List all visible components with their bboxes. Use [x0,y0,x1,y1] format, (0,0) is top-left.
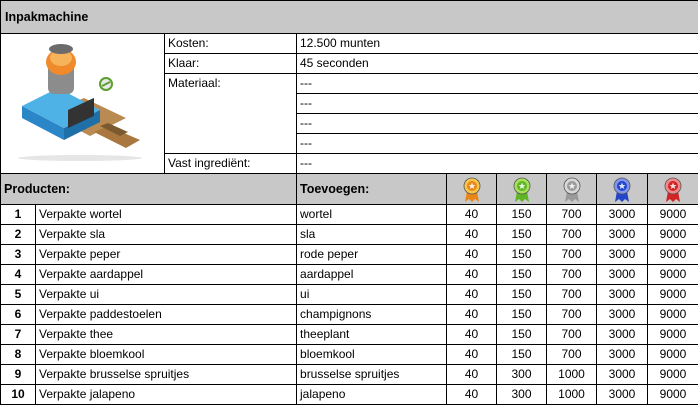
table-row [1,325,698,345]
medal-header-2 [497,174,547,205]
products-header-row [1,174,698,205]
medal-requirement-2: 150 [497,325,547,345]
medal-requirement-5: 9000 [648,325,698,345]
medal-requirement-2: 150 [497,205,547,225]
medal-requirement-3: 1000 [547,365,597,385]
ingredient-name: wortel [297,205,447,225]
table-row [1,225,698,245]
medal-requirement-2: 300 [497,385,547,405]
ingredient-name: brusselse spruitjes [297,365,447,385]
row-number: 6 [1,305,36,325]
medal-header-4 [597,174,648,205]
product-name: Verpakte wortel [36,205,297,225]
ingredient-name: ui [297,285,447,305]
medal-requirement-5: 9000 [648,385,698,405]
ingredient-name: champignons [297,305,447,325]
row-number: 4 [1,265,36,285]
medal-requirement-4: 3000 [597,325,648,345]
medal-requirement-1: 40 [447,205,497,225]
machine-image [1,34,165,174]
vast-ingredient-label: Vast ingrediënt: [165,154,297,174]
silver-medal-icon [563,177,581,203]
medal-requirement-3: 700 [547,325,597,345]
medal-requirement-4: 3000 [597,385,648,405]
ingredient-name: bloemkool [297,345,447,365]
medal-requirement-3: 700 [547,245,597,265]
ingredient-name: theeplant [297,325,447,345]
medal-requirement-4: 3000 [597,365,648,385]
product-name: Verpakte brusselse spruitjes [36,365,297,385]
table-row [1,305,698,325]
product-name: Verpakte peper [36,245,297,265]
medal-requirement-4: 3000 [597,345,648,365]
medal-requirement-1: 40 [447,225,497,245]
materiaal-value-1: --- [297,74,698,94]
table-row [1,285,698,305]
medal-requirement-2: 150 [497,305,547,325]
medal-requirement-1: 40 [447,265,497,285]
medal-requirement-5: 9000 [648,205,698,225]
info-table [0,0,698,174]
medal-requirement-5: 9000 [648,285,698,305]
product-name: Verpakte ui [36,285,297,305]
ingredient-name: jalapeno [297,385,447,405]
medal-requirement-4: 3000 [597,205,648,225]
medal-requirement-3: 700 [547,205,597,225]
klaar-value: 45 seconden [297,54,698,74]
product-name: Verpakte aardappel [36,265,297,285]
table-row [1,265,698,285]
row-number: 8 [1,345,36,365]
table-row [1,205,698,225]
page-title: Inpakmachine [1,1,698,34]
medal-header-1 [447,174,497,205]
medal-requirement-4: 3000 [597,225,648,245]
row-number: 1 [1,205,36,225]
medal-requirement-4: 3000 [597,305,648,325]
packing-machine-icon [8,36,158,166]
medal-requirement-3: 700 [547,345,597,365]
red-medal-icon [664,177,682,203]
medal-requirement-2: 150 [497,285,547,305]
medal-requirement-3: 700 [547,305,597,325]
row-number: 5 [1,285,36,305]
medal-requirement-4: 3000 [597,245,648,265]
medal-requirement-4: 3000 [597,285,648,305]
materiaal-value-3: --- [297,114,698,134]
medal-header-5 [648,174,698,205]
green-medal-icon [513,177,531,203]
ingredient-name: rode peper [297,245,447,265]
product-name: Verpakte thee [36,325,297,345]
table-row [1,385,698,405]
products-table [0,173,698,405]
medal-requirement-2: 150 [497,345,547,365]
materiaal-label: Materiaal: [165,74,297,154]
medal-requirement-3: 700 [547,225,597,245]
ingredient-name: aardappel [297,265,447,285]
medal-header-3 [547,174,597,205]
medal-requirement-1: 40 [447,385,497,405]
bronze-medal-icon [463,177,481,203]
table-row [1,245,698,265]
medal-requirement-3: 700 [547,285,597,305]
medal-requirement-5: 9000 [648,305,698,325]
klaar-label: Klaar: [165,54,297,74]
row-number: 7 [1,325,36,345]
medal-requirement-4: 3000 [597,265,648,285]
medal-requirement-5: 9000 [648,345,698,365]
medal-requirement-2: 150 [497,265,547,285]
medal-requirement-5: 9000 [648,245,698,265]
product-name: Verpakte sla [36,225,297,245]
row-number: 2 [1,225,36,245]
medal-requirement-1: 40 [447,345,497,365]
medal-requirement-5: 9000 [648,365,698,385]
product-name: Verpakte paddestoelen [36,305,297,325]
medal-requirement-2: 150 [497,245,547,265]
kosten-label: Kosten: [165,34,297,54]
medal-requirement-1: 40 [447,365,497,385]
table-row [1,365,698,385]
vast-ingredient-value: --- [297,154,698,174]
materiaal-value-4: --- [297,134,698,154]
kosten-value: 12.500 munten [297,34,698,54]
medal-requirement-3: 1000 [547,385,597,405]
medal-requirement-1: 40 [447,325,497,345]
medal-requirement-1: 40 [447,305,497,325]
product-name: Verpakte jalapeno [36,385,297,405]
row-number: 10 [1,385,36,405]
medal-requirement-1: 40 [447,245,497,265]
medal-requirement-5: 9000 [648,225,698,245]
toevoegen-header: Toevoegen: [297,174,447,205]
materiaal-value-2: --- [297,94,698,114]
medal-requirement-2: 150 [497,225,547,245]
product-name: Verpakte bloemkool [36,345,297,365]
medal-requirement-2: 300 [497,365,547,385]
blue-medal-icon [613,177,631,203]
row-number: 3 [1,245,36,265]
ingredient-name: sla [297,225,447,245]
medal-requirement-3: 700 [547,265,597,285]
row-number: 9 [1,365,36,385]
medal-requirement-1: 40 [447,285,497,305]
medal-requirement-5: 9000 [648,265,698,285]
table-row [1,345,698,365]
producten-header: Producten: [1,174,297,205]
